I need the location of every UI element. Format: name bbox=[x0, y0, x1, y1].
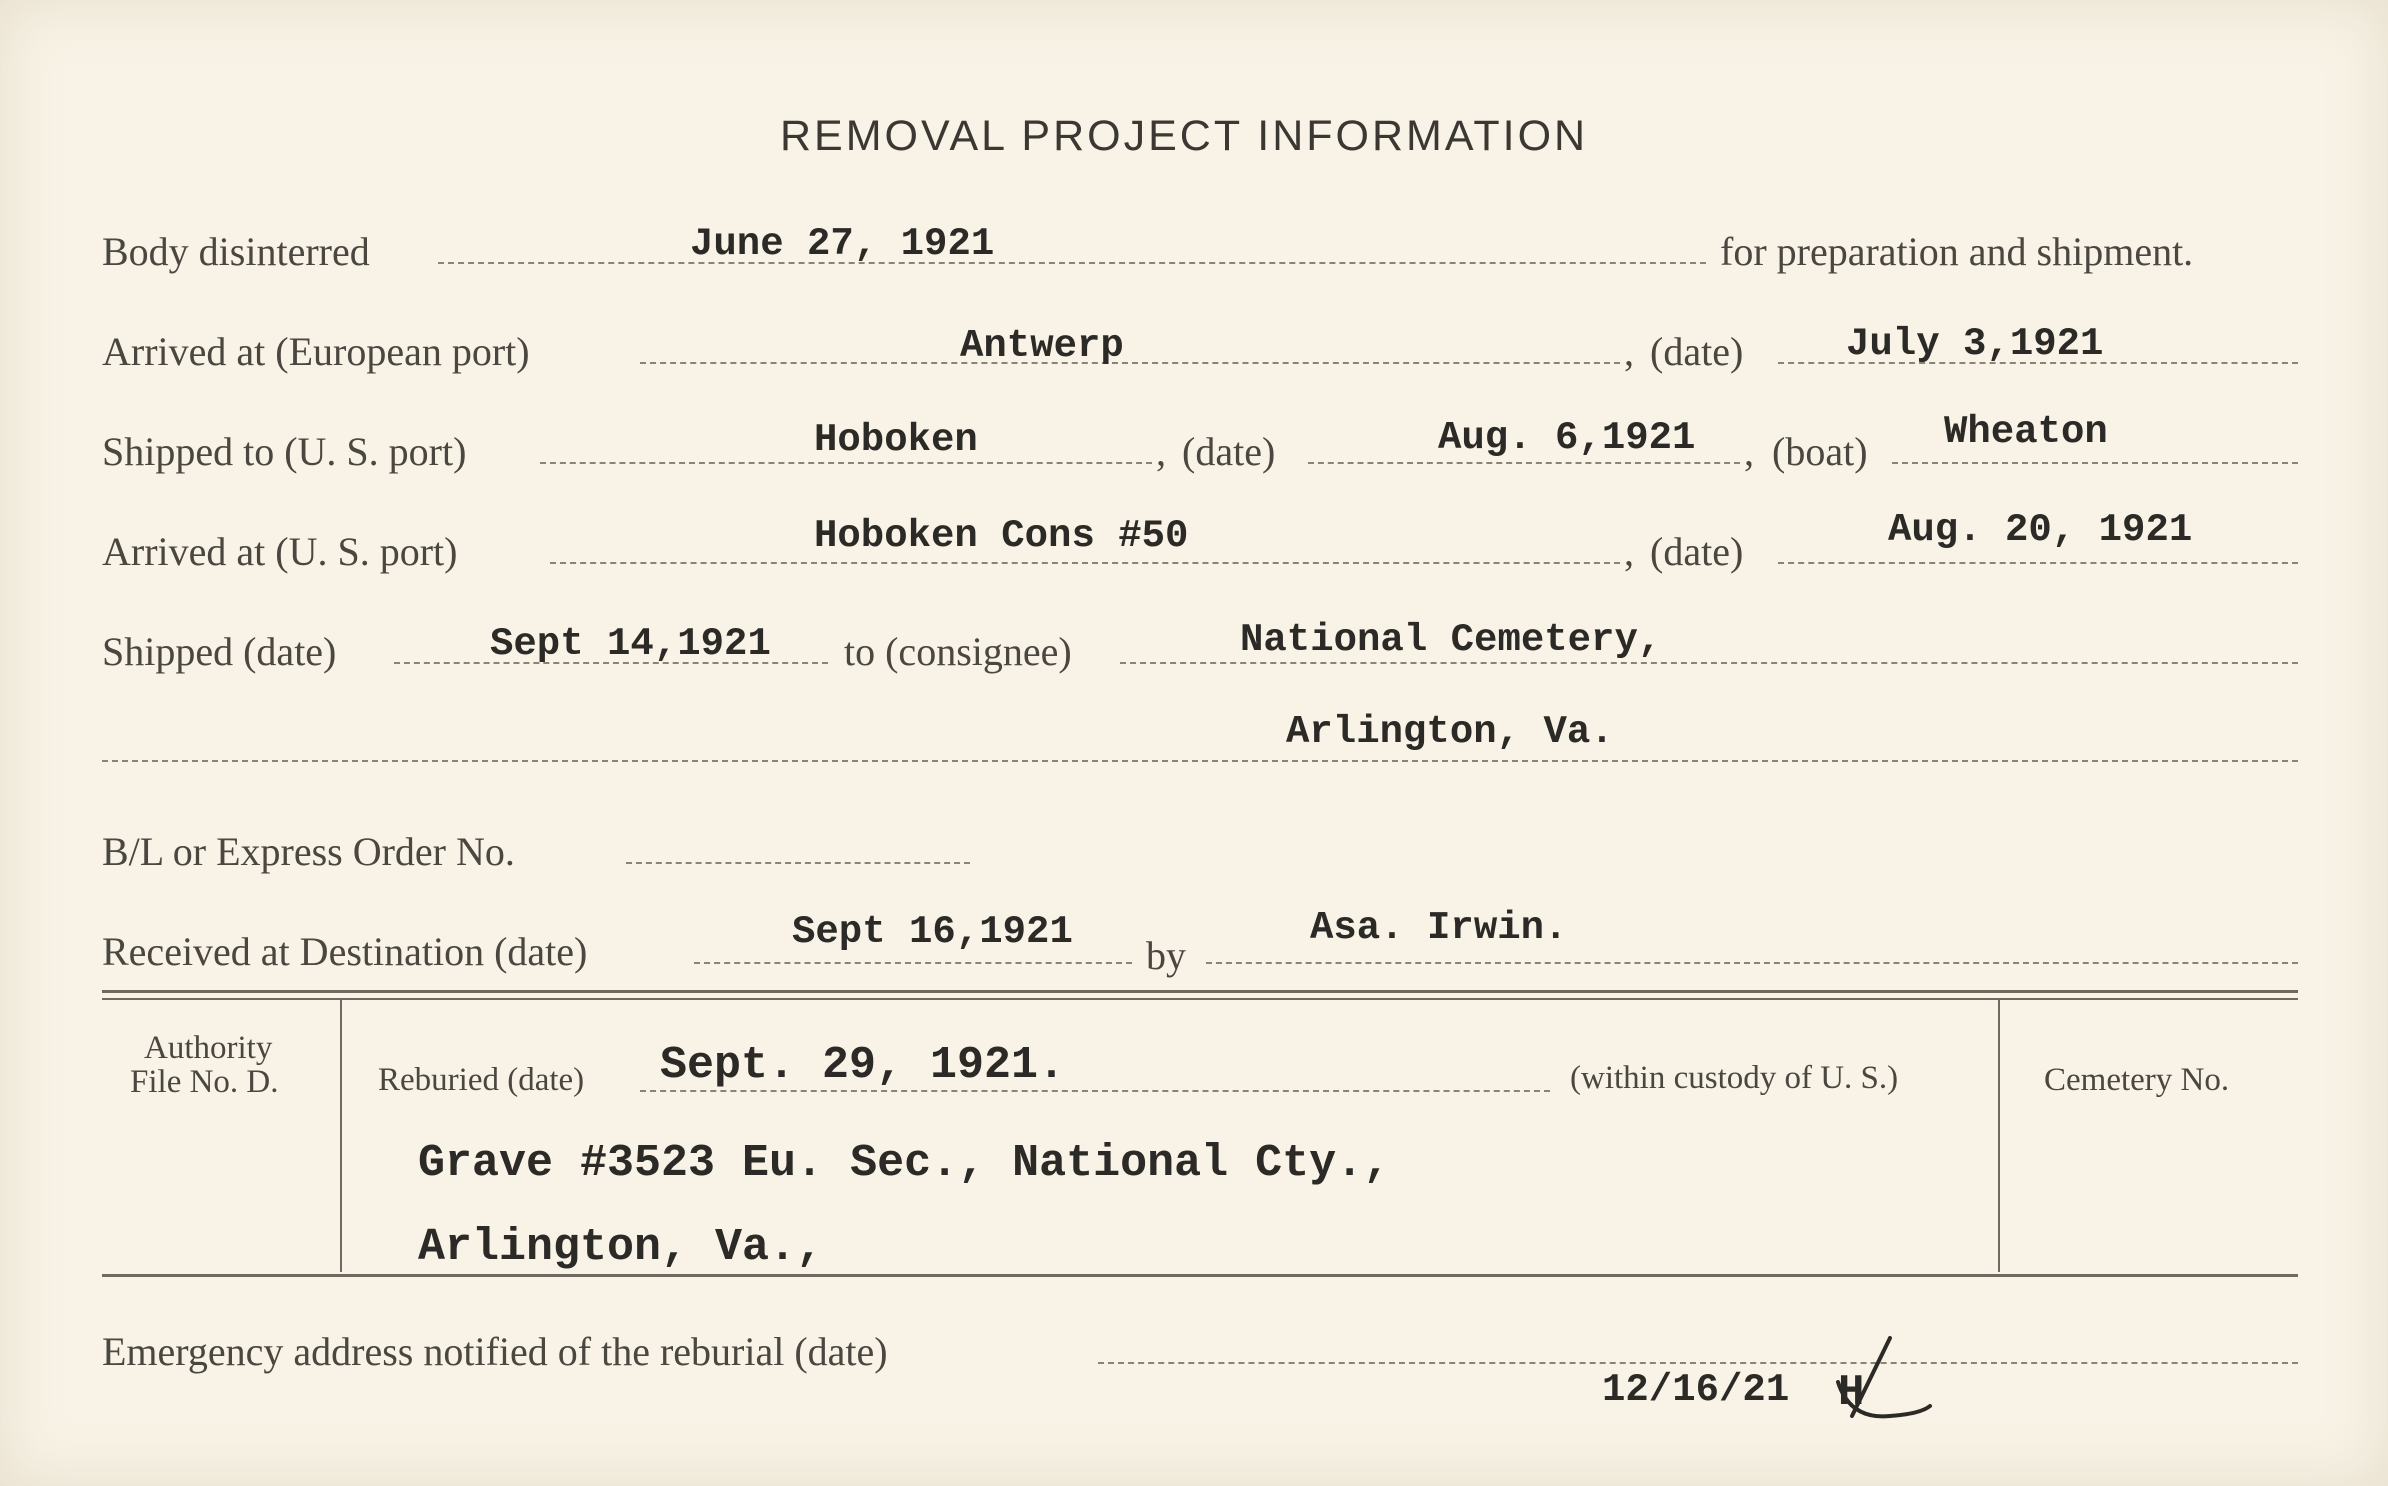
label-arrived-us-port: Arrived at (U. S. port) bbox=[102, 529, 458, 574]
box-bottom-rule bbox=[102, 1274, 2298, 1277]
label-date: , bbox=[1624, 329, 1634, 374]
label-comma: , bbox=[1156, 429, 1166, 474]
label-shipped-date-out: Shipped (date) bbox=[102, 629, 337, 674]
value-disinterred-date: June 27, 1921 bbox=[690, 222, 995, 266]
label-shipped-date: (date) bbox=[1182, 429, 1276, 474]
value-arrived-us-date: Aug. 20, 1921 bbox=[1888, 508, 2193, 552]
fill-line bbox=[694, 962, 1132, 964]
fill-line bbox=[626, 862, 970, 864]
fill-line bbox=[1778, 562, 2298, 564]
fill-line bbox=[438, 262, 1706, 264]
label-received: Received at Destination (date) bbox=[102, 929, 588, 974]
fill-line bbox=[540, 462, 1152, 464]
value-european-port: Antwerp bbox=[960, 324, 1124, 368]
fill-line bbox=[1308, 462, 1740, 464]
value-shipped-out-date: Sept 14,1921 bbox=[490, 622, 771, 666]
value-consignee-line1: National Cemetery, bbox=[1240, 618, 1662, 662]
value-received-date: Sept 16,1921 bbox=[792, 910, 1073, 954]
label-comma: , bbox=[1744, 429, 1754, 474]
value-boat: Wheaton bbox=[1944, 410, 2108, 454]
box-divider-left bbox=[340, 1000, 342, 1272]
fill-line bbox=[640, 362, 1620, 364]
label-reburied: Reburied (date) bbox=[378, 1062, 585, 1098]
fill-line bbox=[102, 760, 2298, 762]
label-boat: (boat) bbox=[1772, 429, 1868, 474]
label-authority: Authority bbox=[144, 1030, 273, 1066]
value-shipped-date: Aug. 6,1921 bbox=[1438, 416, 1696, 460]
label-comma: , bbox=[1624, 529, 1634, 574]
label-arrived-us-date: (date) bbox=[1650, 529, 1744, 574]
value-consignee-line2: Arlington, Va. bbox=[1286, 710, 1614, 754]
box-top-rule-2 bbox=[102, 998, 2298, 1000]
fill-line bbox=[1120, 662, 2298, 664]
value-arrived-us-port: Hoboken Cons #50 bbox=[814, 514, 1189, 558]
value-reburied-date: Sept. 29, 1921. bbox=[660, 1040, 1066, 1091]
label-for-preparation: for preparation and shipment. bbox=[1720, 229, 2194, 274]
value-received-by: Asa. Irwin. bbox=[1310, 906, 1568, 950]
value-grave-line2: Arlington, Va., bbox=[418, 1222, 824, 1273]
label-arrived-european-port: Arrived at (European port) bbox=[102, 329, 530, 374]
box-divider-right bbox=[1998, 1000, 2000, 1272]
check-mark-icon bbox=[1830, 1320, 1950, 1430]
label-european-date: (date) bbox=[1650, 329, 1744, 374]
form-title: REMOVAL PROJECT INFORMATION bbox=[780, 112, 1589, 160]
label-by: by bbox=[1146, 933, 1186, 978]
label-body-disinterred: Body disinterred bbox=[102, 229, 370, 274]
value-european-date: July 3,1921 bbox=[1846, 322, 2104, 366]
label-emergency: Emergency address notified of the reburial (date) bbox=[102, 1329, 888, 1374]
label-file-no: File No. D. bbox=[130, 1064, 279, 1100]
label-custody: (within custody of U. S.) bbox=[1570, 1060, 1899, 1096]
label-bl-order: B/L or Express Order No. bbox=[102, 829, 515, 874]
label-cemetery-no: Cemetery No. bbox=[2044, 1062, 2230, 1098]
value-grave-line1: Grave #3523 Eu. Sec., National Cty., bbox=[418, 1138, 1391, 1189]
value-emergency-date: 12/16/21 bbox=[1602, 1368, 1790, 1412]
fill-line bbox=[1892, 462, 2298, 464]
handwritten-initials: H bbox=[1838, 1368, 1865, 1418]
label-shipped-to-us-port: Shipped to (U. S. port) bbox=[102, 429, 467, 474]
box-top-rule bbox=[102, 990, 2298, 993]
fill-line bbox=[1206, 962, 2298, 964]
fill-line bbox=[550, 562, 1620, 564]
label-to-consignee: to (consignee) bbox=[844, 629, 1072, 674]
fill-line bbox=[1098, 1362, 2298, 1364]
value-us-port: Hoboken bbox=[814, 418, 978, 462]
